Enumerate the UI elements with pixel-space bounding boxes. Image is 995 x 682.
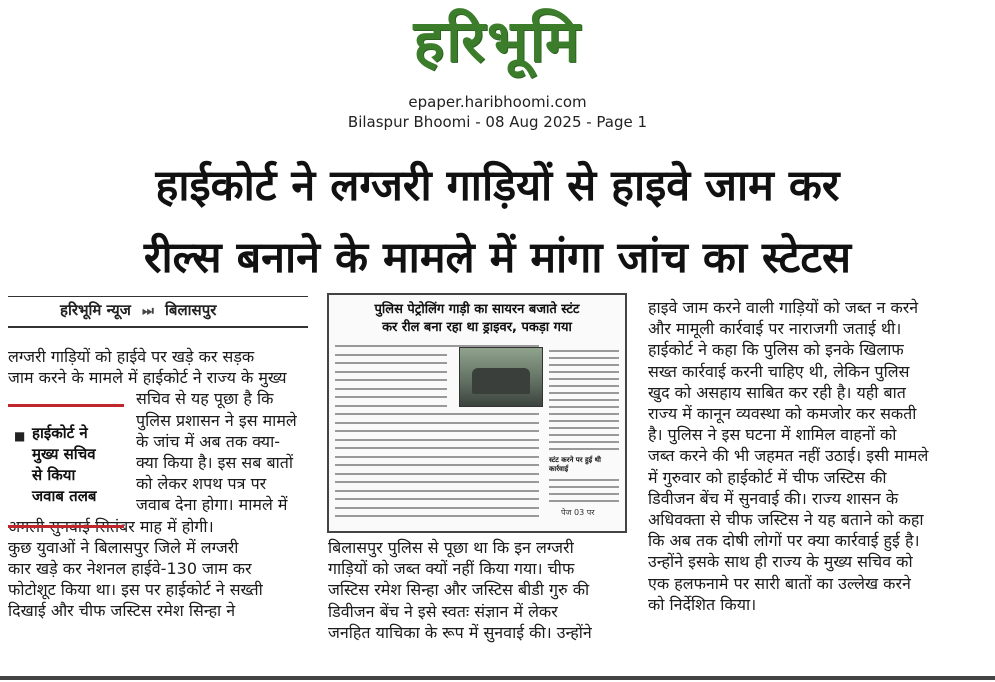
pull-quote-line: जवाब तलब — [32, 487, 97, 505]
text-line: बिलासपुर पुलिस से पूछा था कि इन लग्जरी — [328, 538, 574, 557]
text-line: जस्टिस रमेश सिन्हा और जस्टिस बीडी गुरु की — [328, 580, 590, 600]
text-line: अगली सुनवाई सितंबर माह में होगी। — [8, 516, 214, 536]
text-line: कि अब तक दोषी लोगों पर क्या कार्रवाई हुई है। — [648, 531, 920, 551]
byline-rule-top — [8, 296, 308, 297]
byline-city: बिलासपुर — [165, 301, 217, 319]
headline-line-1: हाईकोर्ट ने लग्जरी गाड़ियों से हाइवे जाम कर — [155, 161, 840, 211]
text-line: में गुरुवार को हाईकोर्ट में चीफ जस्टिस की — [648, 467, 887, 487]
page-bottom-rule — [0, 676, 995, 680]
text-line: गाड़ियों को जब्त क्यों नहीं किया गया। चीफ — [328, 559, 575, 579]
epaper-url[interactable]: epaper.haribhoomi.com — [408, 93, 587, 111]
text-line: सख्त कार्रवाई करनी चाहिए थी, लेकिन पुलिस — [648, 361, 910, 381]
bullet-icon: ■ — [14, 429, 26, 443]
text-line: है। पुलिस ने इस घटना में शामिल वाहनों को — [648, 425, 897, 445]
inset-news-box[interactable] — [327, 293, 627, 533]
text-line: को निर्देशित किया। — [648, 594, 757, 614]
inset-title-line-2: कर रील बना रहा था ड्राइवर, पकड़ा गया — [382, 320, 572, 335]
text-line: जवाब देना होगा। मामले में — [136, 495, 288, 515]
pull-quote — [8, 404, 124, 528]
article-column-3 — [648, 297, 948, 615]
text-line: पुलिस प्रशासन ने इस मामले — [136, 410, 297, 430]
text-line: क्या किया है। इस सब बातों — [136, 453, 293, 473]
text-line: फोटोशूट किया था। इस पर हाईकोर्ट ने सख्ती — [8, 580, 263, 600]
text-line: जब्त करने की भी जहमत नहीं उठाई। इसी मामले — [648, 446, 929, 466]
byline-agency: हरिभूमि न्यूज — [60, 301, 131, 319]
inset-side-column — [549, 345, 619, 502]
text-line: राज्य में कानून व्यवस्था को कमजोर कर सकती — [648, 404, 917, 424]
headline-line-2: रील्स बनाने के मामले में मांगा जांच का स्टेटस — [143, 233, 852, 283]
car-photo — [459, 347, 543, 407]
text-line: हाइवे जाम करने वाली गाड़ियों को जब्त न करने — [648, 298, 919, 317]
text-line: और मामूली कार्रवाई पर नाराजगी जताई थी। — [648, 319, 902, 339]
text-line: अधिवक्ता से चीफ जस्टिस ने यह बताने को कहा — [648, 510, 924, 530]
byline — [60, 300, 216, 320]
text-line: सचिव से यह पूछा है कि — [136, 389, 274, 409]
text-line: कुछ युवाओं ने बिलासपुर जिले में लग्जरी — [8, 537, 239, 557]
edition-info: Bilaspur Bhoomi - 08 Aug 2025 - Page 1 — [347, 113, 648, 131]
text-line: कार खड़े कर नेशनल हाईवे-130 जाम कर — [8, 559, 252, 579]
suv-image — [472, 368, 530, 394]
text-line: जाम करने के मामले में हाईकोर्ट ने राज्य के मुख्य — [8, 368, 287, 388]
byline-rule-bottom — [8, 326, 308, 328]
inset-title — [333, 301, 621, 337]
text-line: लग्जरी गाड़ियों को हाईवे पर खड़े कर सड़क — [8, 347, 255, 366]
inset-side-heading: स्टंट करने पर हुई थी कार्रवाई — [549, 456, 601, 473]
article-column-2 — [328, 537, 622, 643]
pull-quote-line: से किया — [32, 466, 76, 484]
text-line: जनहित याचिका के रूप में सुनवाई की। उन्होंने — [328, 622, 592, 642]
inset-title-line-1: पुलिस पेट्रोलिंग गाड़ी का सायरन बजाते स्टंट — [374, 302, 580, 317]
text-line: हाईकोर्ट ने कहा कि पुलिस को इनके खिलाफ — [648, 340, 904, 360]
inset-page-ref: पेज 03 पर — [561, 508, 595, 517]
text-line: के जांच में अब तक क्या- — [136, 431, 280, 451]
newspaper-logo: हरिभूमि — [413, 7, 582, 75]
text-line: डिवीजन बेंच ने इसे स्वतः संज्ञान में लेकर — [328, 601, 558, 621]
text-line: दिखाई और चीफ जस्टिस रमेश सिन्हा ने — [8, 601, 236, 621]
pull-quote-line: मुख्य सचिव — [32, 445, 96, 463]
pull-quote-line: हाईकोर्ट ने — [32, 424, 88, 442]
text-line: डिवीजन बेंच में सुनवाई की। राज्य शासन के — [648, 488, 899, 508]
text-line: एक हलफनामे पर सारी बातों का उल्लेख करने — [648, 573, 911, 593]
text-line: उन्होंने इसके साथ ही राज्य के मुख्य सचिव को — [648, 552, 913, 572]
masthead — [0, 6, 995, 76]
forward-arrow-icon: ⏭ — [142, 304, 154, 319]
text-line: खुद को असहाय साबित कर रही है। यही बात — [648, 382, 906, 402]
text-line: को लेकर शपथ पत्र पर — [136, 474, 267, 494]
